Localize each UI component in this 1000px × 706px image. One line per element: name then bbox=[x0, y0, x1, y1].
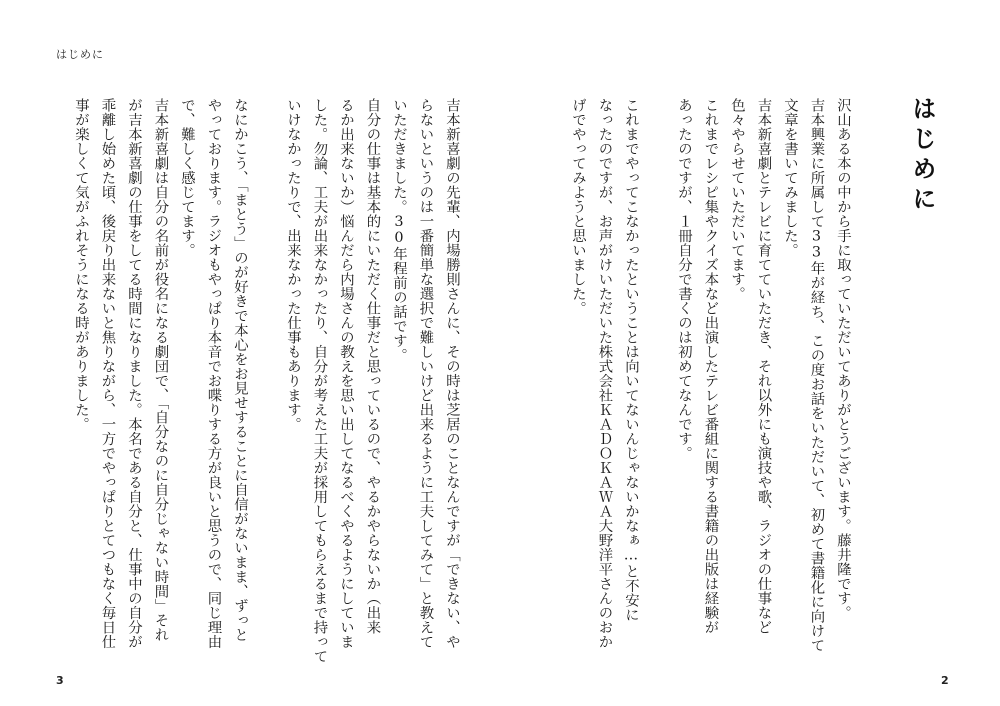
text-line: 色々やらせていただいてます。 bbox=[729, 98, 745, 301]
text-line: 吉本興業に所属して33年が経ち、この度お話をいただいて、初めて書籍化に向けて bbox=[808, 98, 825, 653]
text-line: 吉本新喜劇は自分の名前が役名になる劇団で、「自分なのに自分じゃない時間」それ bbox=[152, 98, 169, 642]
text-line: これまでレシピ集やクイズ本など出演したテレビ番組に関する書籍の出版は経験が bbox=[702, 98, 719, 635]
text-line: いけなかったりで、出来なかった仕事もあります。 bbox=[285, 98, 301, 432]
page-number-left: 3 bbox=[56, 674, 64, 687]
text-line: げでやってみようと思いました。 bbox=[570, 98, 586, 316]
text-line: 吉本新喜劇の先輩、内場勝則さんに、その時は芝居のことなんですが「できない、や bbox=[444, 98, 460, 649]
right-page-body bbox=[561, 98, 856, 653]
text-line: 乖離し始めた頃、後戻り出来ないと焦りながら、一方でやっぱりとてつもなく毎日仕 bbox=[99, 98, 116, 649]
text-line: 自分の仕事は基本的にいただく仕事だと思っているので、やるかやらないか（出来 bbox=[364, 98, 381, 635]
text-line: いただきました。30年程前の話です。 bbox=[391, 98, 407, 363]
chapter-title: はじめに bbox=[908, 96, 936, 216]
text-line: が吉本新喜劇の仕事をしてる時間になりました。本名である自分と、仕事中の自分が bbox=[126, 98, 142, 649]
left-page-body bbox=[73, 98, 465, 664]
text-line: で、難しく感じてます。 bbox=[179, 98, 195, 258]
paragraph-break bbox=[253, 98, 280, 646]
text-line: やっております。ラジオもやっぱり本音でお喋りする方が良いと思うので、同じ理由 bbox=[205, 98, 222, 649]
text-line: なったのですが、お声がけいただいた株式会社ＫＡＤＯＫＡＷＡ大野洋平さんのおか bbox=[596, 98, 613, 649]
text-line: 文章を書いてみました。 bbox=[782, 98, 798, 258]
paragraph-break bbox=[644, 98, 671, 646]
text-line: した。勿論、工夫が出来なかったり、自分が考えた工夫が採用してもらえるまで持って bbox=[311, 98, 328, 664]
text-line: 沢山ある本の中から手に取っていただいてありがとうございます。藤井隆です。 bbox=[835, 98, 851, 620]
text-line: らないというのは一番簡単な選択で難しいけど出来るように工夫してみて」と教えて bbox=[417, 98, 434, 649]
running-head: はじめに bbox=[56, 48, 104, 61]
text-line: 吉本新喜劇とテレビに育てていただき、それ以外にも演技や歌、ラジオの仕事など bbox=[755, 98, 772, 635]
text-line: 事が楽しくて気がふれそうになる時がありました。 bbox=[73, 98, 89, 432]
text-line: るか出来ないか）悩んだら内場さんの教えを思い出してなるべくやるようにしていま bbox=[338, 98, 354, 649]
text-line: なにかこう、「まとう」のが好きで本心をお見せすることに自信がないまま、ずっと bbox=[232, 98, 248, 642]
text-line: これまでやってこなかったということは向いてないんじゃないかなぁ…と不安に bbox=[623, 98, 639, 622]
page-number-right: 2 bbox=[941, 674, 949, 687]
text-line: あったのですが、１冊自分で書くのは初めてなんです。 bbox=[676, 98, 692, 461]
